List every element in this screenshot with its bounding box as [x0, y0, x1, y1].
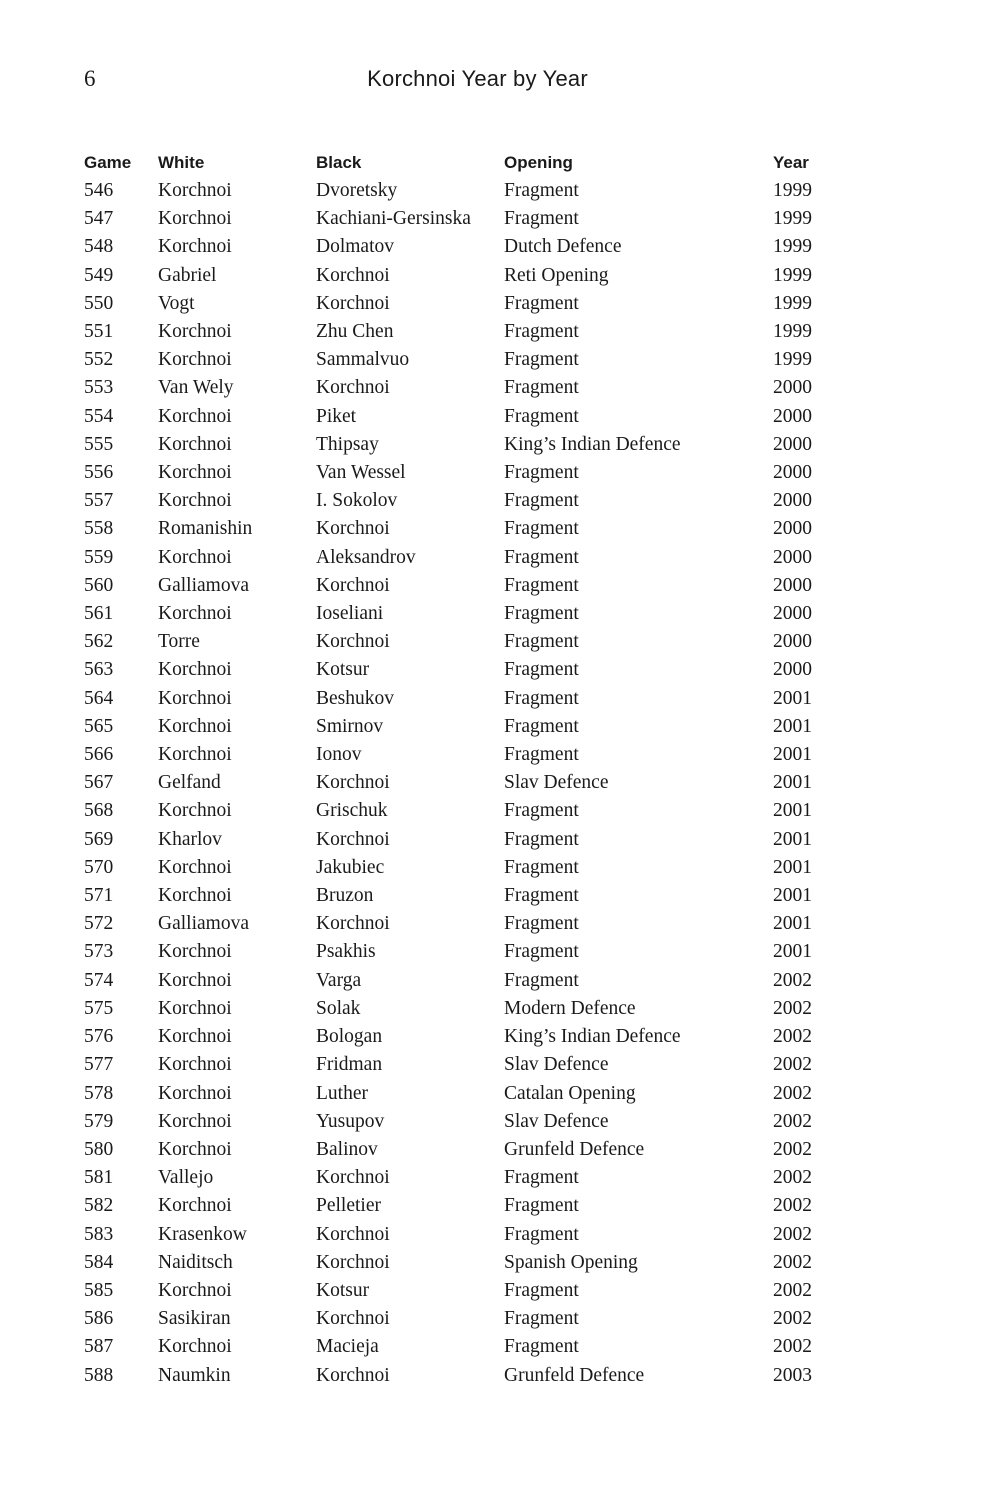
opening-cell: Slav Defence [504, 772, 609, 794]
white-player-cell: Korchnoi [158, 997, 232, 1019]
table-row [84, 910, 853, 938]
year-cell: 2000 [773, 490, 812, 512]
running-title: Korchnoi Year by Year [367, 66, 588, 91]
game-number-cell: 548 [84, 236, 114, 258]
year-cell: 2001 [773, 885, 812, 907]
black-player-cell: Kotsur [316, 659, 370, 681]
year-cell: 1999 [773, 321, 812, 343]
black-player-cell: Korchnoi [316, 1223, 390, 1245]
year-cell: 2001 [773, 913, 812, 935]
table-row [84, 318, 853, 346]
games-table-header [84, 149, 853, 177]
white-player-cell: Gabriel [158, 264, 217, 286]
opening-cell: Fragment [504, 1195, 579, 1217]
opening-cell: Fragment [504, 744, 579, 766]
white-player-cell: Korchnoi [158, 462, 232, 484]
game-number-cell: 562 [84, 631, 114, 653]
table-row [84, 1164, 853, 1192]
game-number-cell: 567 [84, 772, 114, 794]
white-player-cell: Korchnoi [158, 603, 232, 625]
black-player-cell: Korchnoi [316, 574, 390, 596]
black-player-cell: Korchnoi [316, 913, 390, 935]
white-player-cell: Korchnoi [158, 715, 232, 737]
table-row [84, 374, 853, 402]
column-header-year: Year [773, 153, 809, 172]
opening-cell: Grunfeld Defence [504, 1138, 645, 1160]
opening-cell: Slav Defence [504, 1110, 609, 1132]
game-number-cell: 565 [84, 715, 114, 737]
year-cell: 2000 [773, 574, 812, 596]
opening-cell: Fragment [504, 180, 579, 201]
white-player-cell: Galliamova [158, 574, 249, 596]
game-number-cell: 570 [84, 856, 114, 878]
opening-cell: Fragment [504, 490, 579, 512]
year-cell: 2001 [773, 772, 812, 794]
year-cell: 2001 [773, 828, 812, 850]
game-number-cell: 577 [84, 1054, 114, 1076]
opening-cell: Spanish Opening [504, 1251, 638, 1273]
black-player-cell: Varga [316, 969, 362, 991]
table-row [84, 346, 853, 374]
white-player-cell: Korchnoi [158, 433, 232, 455]
games-table-body [84, 177, 853, 1390]
white-player-cell: Korchnoi [158, 1195, 232, 1217]
white-player-cell: Torre [158, 631, 200, 653]
table-row [84, 1192, 853, 1220]
opening-cell: Dutch Defence [504, 236, 622, 258]
black-player-cell: Bologan [316, 1026, 383, 1048]
white-player-cell: Korchnoi [158, 969, 232, 991]
white-player-cell: Korchnoi [158, 1026, 232, 1048]
table-row [84, 741, 853, 769]
opening-cell: Fragment [504, 913, 579, 935]
game-number-cell: 582 [84, 1195, 114, 1217]
year-cell: 1999 [773, 264, 812, 286]
black-player-cell: Korchnoi [316, 1308, 390, 1330]
year-cell: 2000 [773, 377, 812, 399]
game-number-cell: 564 [84, 687, 114, 709]
table-row [84, 713, 853, 741]
year-cell: 2000 [773, 405, 812, 427]
black-player-cell: Pelletier [316, 1195, 381, 1217]
game-number-cell: 571 [84, 885, 114, 907]
game-number-cell: 578 [84, 1082, 114, 1104]
year-cell: 2000 [773, 462, 812, 484]
black-player-cell: Yusupov [316, 1110, 385, 1132]
table-row [84, 854, 853, 882]
year-cell: 2002 [773, 1110, 812, 1132]
opening-cell: Catalan Opening [504, 1082, 636, 1104]
black-player-cell: Solak [316, 997, 361, 1019]
column-header-white: White [158, 153, 205, 172]
white-player-cell: Korchnoi [158, 236, 232, 258]
year-cell: 2001 [773, 744, 812, 766]
opening-cell: Fragment [504, 208, 579, 230]
game-number-cell: 561 [84, 603, 114, 625]
table-row [84, 656, 853, 684]
year-cell: 2002 [773, 1138, 812, 1160]
white-player-cell: Korchnoi [158, 941, 232, 963]
table-row [84, 1221, 853, 1249]
white-player-cell: Korchnoi [158, 405, 232, 427]
black-player-cell: Korchnoi [316, 1167, 390, 1189]
game-number-cell: 575 [84, 997, 114, 1019]
opening-cell: Fragment [504, 1308, 579, 1330]
opening-cell: Grunfeld Defence [504, 1364, 645, 1386]
opening-cell: Fragment [504, 659, 579, 681]
year-cell: 2003 [773, 1364, 812, 1386]
white-player-cell: Korchnoi [158, 659, 232, 681]
page-number: 6 [84, 66, 96, 91]
white-player-cell: Sasikiran [158, 1308, 231, 1330]
white-player-cell: Vallejo [158, 1167, 214, 1189]
game-number-cell: 586 [84, 1308, 114, 1330]
opening-cell: Fragment [504, 603, 579, 625]
game-number-cell: 557 [84, 490, 114, 512]
black-player-cell: Jakubiec [316, 856, 385, 878]
white-player-cell: Korchnoi [158, 1110, 232, 1132]
game-number-cell: 563 [84, 659, 114, 681]
white-player-cell: Naumkin [158, 1364, 231, 1386]
white-player-cell: Korchnoi [158, 1138, 232, 1160]
game-number-cell: 572 [84, 913, 114, 935]
black-player-cell: Balinov [316, 1138, 378, 1160]
white-player-cell: Korchnoi [158, 856, 232, 878]
game-number-cell: 549 [84, 264, 114, 286]
opening-cell: Fragment [504, 1223, 579, 1245]
black-player-cell: Korchnoi [316, 518, 390, 540]
white-player-cell: Korchnoi [158, 1279, 232, 1301]
game-number-cell: 547 [84, 208, 114, 230]
table-row [84, 628, 853, 656]
opening-cell: Fragment [504, 687, 579, 709]
white-player-cell: Korchnoi [158, 490, 232, 512]
year-cell: 2002 [773, 1336, 812, 1358]
black-player-cell: Kotsur [316, 1279, 370, 1301]
game-number-cell: 576 [84, 1026, 114, 1048]
game-number-cell: 566 [84, 744, 114, 766]
game-number-cell: 546 [84, 180, 114, 201]
year-cell: 2001 [773, 856, 812, 878]
opening-cell: Reti Opening [504, 264, 609, 286]
opening-cell: Fragment [504, 1336, 579, 1358]
white-player-cell: Kharlov [158, 828, 222, 850]
game-number-cell: 584 [84, 1251, 114, 1273]
opening-cell: Fragment [504, 969, 579, 991]
black-player-cell: Psakhis [316, 941, 376, 963]
opening-cell: Fragment [504, 462, 579, 484]
opening-cell: Fragment [504, 828, 579, 850]
game-number-cell: 568 [84, 800, 114, 822]
game-number-cell: 553 [84, 377, 114, 399]
white-player-cell: Korchnoi [158, 800, 232, 822]
white-player-cell: Korchnoi [158, 180, 232, 201]
table-row [84, 205, 853, 233]
opening-cell: Fragment [504, 800, 579, 822]
year-cell: 2000 [773, 631, 812, 653]
column-header-game: Game [84, 153, 132, 172]
game-number-cell: 585 [84, 1279, 114, 1301]
opening-cell: Fragment [504, 941, 579, 963]
column-header-black: Black [316, 153, 362, 172]
table-row [84, 1051, 853, 1079]
white-player-cell: Van Wely [158, 377, 234, 399]
black-player-cell: Sammalvuo [316, 349, 410, 371]
table-row [84, 233, 853, 261]
game-number-cell: 587 [84, 1336, 114, 1358]
game-number-cell: 580 [84, 1138, 114, 1160]
year-cell: 2000 [773, 433, 812, 455]
games-table [84, 149, 853, 1390]
year-cell: 2002 [773, 1195, 812, 1217]
table-row [84, 459, 853, 487]
black-player-cell: Van Wessel [316, 462, 406, 484]
black-player-cell: Dvoretsky [316, 180, 398, 201]
black-player-cell: Fridman [316, 1054, 383, 1076]
year-cell: 2002 [773, 969, 812, 991]
table-row [84, 431, 853, 459]
table-row [84, 769, 853, 797]
opening-cell: Fragment [504, 574, 579, 596]
white-player-cell: Romanishin [158, 518, 253, 540]
year-cell: 1999 [773, 349, 812, 371]
black-player-cell: Korchnoi [316, 772, 390, 794]
black-player-cell: Ioseliani [316, 603, 384, 625]
black-player-cell: Macieja [316, 1336, 379, 1358]
white-player-cell: Korchnoi [158, 1082, 232, 1104]
year-cell: 2001 [773, 941, 812, 963]
black-player-cell: Aleksandrov [316, 546, 416, 568]
year-cell: 2002 [773, 1308, 812, 1330]
opening-cell: King’s Indian Defence [504, 1026, 681, 1048]
white-player-cell: Korchnoi [158, 687, 232, 709]
game-number-cell: 581 [84, 1167, 114, 1189]
table-row [84, 1023, 853, 1051]
game-number-cell: 574 [84, 969, 114, 991]
white-player-cell: Korchnoi [158, 1336, 232, 1358]
table-row [84, 1362, 853, 1390]
game-number-cell: 555 [84, 433, 114, 455]
opening-cell: Fragment [504, 377, 579, 399]
black-player-cell: Dolmatov [316, 236, 394, 258]
table-row [84, 1277, 853, 1305]
table-row [84, 685, 853, 713]
white-player-cell: Gelfand [158, 772, 221, 794]
game-number-cell: 579 [84, 1110, 114, 1132]
white-player-cell: Krasenkow [158, 1223, 247, 1245]
opening-cell: Slav Defence [504, 1054, 609, 1076]
opening-cell: Fragment [504, 715, 579, 737]
table-row [84, 177, 853, 205]
year-cell: 2002 [773, 1251, 812, 1273]
opening-cell: Fragment [504, 1167, 579, 1189]
opening-cell: Fragment [504, 292, 579, 314]
table-row [84, 967, 853, 995]
opening-cell: Fragment [504, 1279, 579, 1301]
black-player-cell: Korchnoi [316, 631, 390, 653]
game-number-cell: 552 [84, 349, 114, 371]
white-player-cell: Vogt [158, 292, 195, 314]
opening-cell: Fragment [504, 885, 579, 907]
year-cell: 2002 [773, 1054, 812, 1076]
opening-cell: Fragment [504, 518, 579, 540]
table-row [84, 826, 853, 854]
year-cell: 1999 [773, 292, 812, 314]
game-number-cell: 559 [84, 546, 114, 568]
table-row [84, 403, 853, 431]
white-player-cell: Korchnoi [158, 885, 232, 907]
white-player-cell: Korchnoi [158, 349, 232, 371]
year-cell: 2002 [773, 1223, 812, 1245]
column-header-opening: Opening [504, 153, 573, 172]
table-row [84, 1249, 853, 1277]
opening-cell: Fragment [504, 546, 579, 568]
game-number-cell: 556 [84, 462, 114, 484]
year-cell: 2000 [773, 603, 812, 625]
game-number-cell: 554 [84, 405, 114, 427]
table-row [84, 1305, 853, 1333]
year-cell: 2000 [773, 546, 812, 568]
table-row [84, 1108, 853, 1136]
black-player-cell: Thipsay [316, 433, 379, 455]
game-number-cell: 550 [84, 292, 114, 314]
opening-cell: Fragment [504, 349, 579, 371]
black-player-cell: I. Sokolov [316, 490, 398, 512]
black-player-cell: Korchnoi [316, 377, 390, 399]
table-row [84, 290, 853, 318]
year-cell: 1999 [773, 236, 812, 258]
opening-cell: Fragment [504, 321, 579, 343]
table-row [84, 600, 853, 628]
table-row [84, 797, 853, 825]
white-player-cell: Korchnoi [158, 321, 232, 343]
year-cell: 1999 [773, 208, 812, 230]
white-player-cell: Korchnoi [158, 744, 232, 766]
game-number-cell: 558 [84, 518, 114, 540]
year-cell: 2002 [773, 997, 812, 1019]
year-cell: 2000 [773, 659, 812, 681]
game-number-cell: 569 [84, 828, 114, 850]
table-row [84, 938, 853, 966]
game-number-cell: 560 [84, 574, 114, 596]
table-row [84, 544, 853, 572]
table-row [84, 995, 853, 1023]
table-row [84, 1136, 853, 1164]
white-player-cell: Galliamova [158, 913, 249, 935]
opening-cell: King’s Indian Defence [504, 433, 681, 455]
year-cell: 2001 [773, 687, 812, 709]
black-player-cell: Grischuk [316, 800, 388, 822]
year-cell: 2002 [773, 1026, 812, 1048]
black-player-cell: Beshukov [316, 687, 394, 709]
year-cell: 1999 [773, 180, 812, 201]
black-player-cell: Smirnov [316, 715, 384, 737]
year-cell: 2000 [773, 518, 812, 540]
black-player-cell: Luther [316, 1082, 368, 1104]
black-player-cell: Korchnoi [316, 264, 390, 286]
table-row [84, 882, 853, 910]
year-cell: 2001 [773, 715, 812, 737]
black-player-cell: Piket [316, 405, 357, 427]
opening-cell: Fragment [504, 856, 579, 878]
game-number-cell: 551 [84, 321, 114, 343]
table-row [84, 487, 853, 515]
black-player-cell: Kachiani-Gersinska [316, 208, 471, 230]
year-cell: 2001 [773, 800, 812, 822]
game-number-cell: 588 [84, 1364, 114, 1386]
white-player-cell: Korchnoi [158, 1054, 232, 1076]
game-number-cell: 583 [84, 1223, 114, 1245]
table-row [84, 262, 853, 290]
white-player-cell: Naiditsch [158, 1251, 233, 1273]
table-row [84, 515, 853, 543]
white-player-cell: Korchnoi [158, 546, 232, 568]
header-row [84, 149, 853, 177]
opening-cell: Modern Defence [504, 997, 636, 1019]
table-row [84, 572, 853, 600]
year-cell: 2002 [773, 1082, 812, 1104]
black-player-cell: Ionov [316, 744, 362, 766]
table-row [84, 1080, 853, 1108]
opening-cell: Fragment [504, 631, 579, 653]
black-player-cell: Bruzon [316, 885, 374, 907]
black-player-cell: Zhu Chen [316, 321, 394, 343]
table-row [84, 1333, 853, 1361]
year-cell: 2002 [773, 1279, 812, 1301]
black-player-cell: Korchnoi [316, 292, 390, 314]
black-player-cell: Korchnoi [316, 828, 390, 850]
year-cell: 2002 [773, 1167, 812, 1189]
opening-cell: Fragment [504, 405, 579, 427]
black-player-cell: Korchnoi [316, 1364, 390, 1386]
game-number-cell: 573 [84, 941, 114, 963]
white-player-cell: Korchnoi [158, 208, 232, 230]
black-player-cell: Korchnoi [316, 1251, 390, 1273]
